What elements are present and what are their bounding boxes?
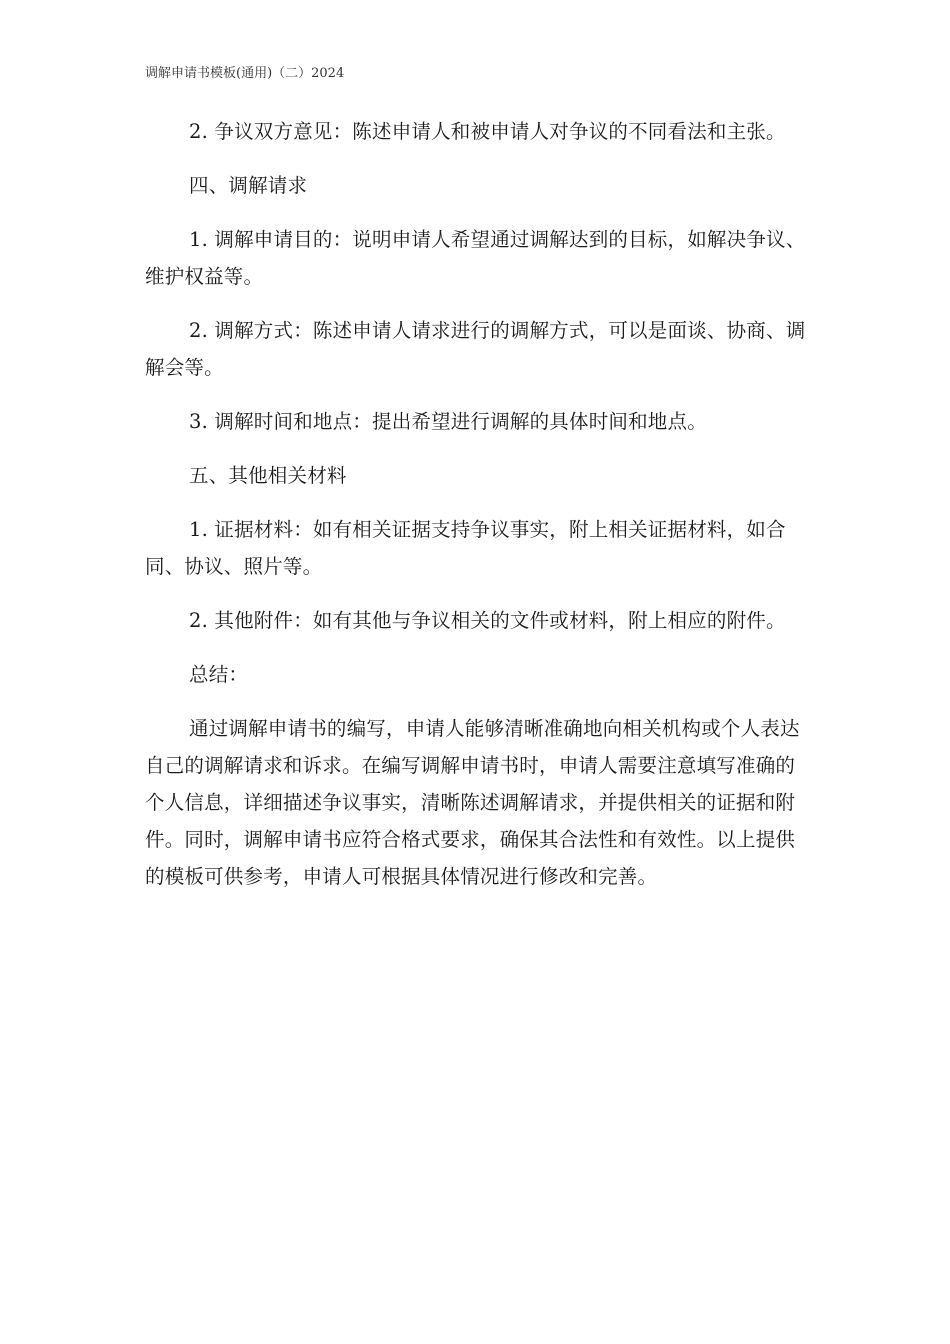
paragraph-mediation-purpose: 1. 调解申请目的：说明申请人希望通过调解达到的目标，如解决争议、维护权益等。: [145, 228, 806, 288]
paragraph-summary: 通过调解申请书的编写，申请人能够清晰准确地向相关机构或个人表达自己的调解请求和诉求。在编写调解申请书时，申请人需要注意填写准确的个人信息，详细描述争议事实，清晰陈述调解请求，并提供相关的证据和附件。同时，调解申请书应符合格式要求，确保其合法性和有效性。以上提供的模板可供参考，申请人可根据具体情况进行修改和完善。: [145, 717, 800, 888]
document-body: [145, 113, 813, 912]
section-heading-mediation-request: 四、调解请求: [189, 174, 308, 197]
paragraph-evidence-materials: 1. 证据材料：如有相关证据支持争议事实，附上相关证据材料，如合同、协议、照片等。: [145, 518, 786, 578]
paragraph-dispute-opinions: 2. 争议双方意见：陈述申请人和被申请人对争议的不同看法和主张。: [189, 120, 786, 143]
page-header: 调解申请书模板(通用)（二）2024: [145, 66, 345, 81]
paragraph-other-attachments: 2. 其他附件：如有其他与争议相关的文件或材料，附上相应的附件。: [189, 609, 786, 632]
summary-heading: 总结：: [189, 663, 249, 686]
paragraph-mediation-time-place: 3. 调解时间和地点：提出希望进行调解的具体时间和地点。: [189, 410, 707, 433]
paragraph-mediation-method: 2. 调解方式：陈述申请人请求进行的调解方式，可以是面谈、协商、调解会等。: [145, 319, 806, 379]
section-heading-other-materials: 五、其他相关材料: [189, 464, 347, 487]
